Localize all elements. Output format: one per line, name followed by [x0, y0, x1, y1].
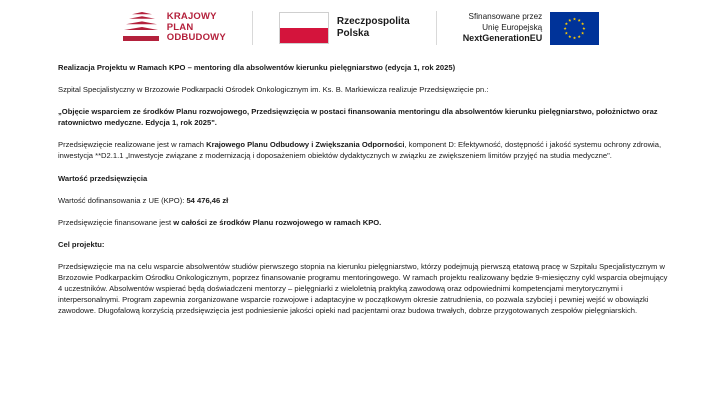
framework-suffix: , komponent D: Efektywność, dostępność i jakość systemu ochrony zdrowia, inwestycja **D2.1.1 „Inwestycje związane z modernizacją i doposażeniem obiektów dydaktycznych w związku ze zwiększeniem limitów przyjęć na studia medyczne".	[58, 140, 662, 161]
eu-funding-text	[463, 12, 543, 43]
financing-paragraph	[58, 217, 673, 228]
poland-flag-red-band	[280, 28, 328, 43]
eu-funding-text-line-1: Sfinansowane przez	[468, 12, 543, 22]
poland-wordmark-line-2: Polska	[336, 28, 370, 39]
logo-divider-1	[252, 11, 253, 45]
framework-prefix: Przedsięwzięcie realizowane jest w ramach	[58, 140, 207, 150]
goal-paragraph: Przedsięwzięcie ma na celu wsparcie absolwentów studiów pierwszego stopnia na kierunku pielęgniarstwo, którzy podejmują pierwszą etatową pracę w Szpitalu Specjalistycznym w Brzozowie Podkarpackim Ośrodku Onkologicznym, poprzez finansowanie programu mentoringowego. W ramach projektu realizowany będzie 9-miesięczny cykl wsparcia obejmujący 4 uczestników. Absolwentów wspierać będą doświadczeni mentorzy – pielęgniarki z wieloletnią praktyką zawodową oraz odpowiednimi kompetencjami merytorycznymi i interpersonalnymi. Program zapewnia zorganizowane wsparcie rozwojowe i adaptacyjne w początkowym okresie zatrudnienia, co pozwala szybciej i pewniej wejść w obowiązki zawodowe. Długofalową korzyścią przedsięwzięcia jest podniesienie jakości opieki nad pacjentami oraz budowa trwałych, dobrze przygotowanych zespołów pielęgniarskich.	[58, 261, 668, 316]
kpo-wordmark-line-1: KRAJOWY	[166, 11, 217, 23]
funding-amount-value: 54 476,46 zł	[186, 195, 229, 205]
kpo-wordmark-line-2: PLAN	[166, 21, 194, 33]
document-body	[0, 52, 720, 316]
project-name-text: „Objęcie wsparciem ze środków Planu rozwojowego, Przedsięwzięcia w postaci finansowania mentoringu dla absolwentów kierunku pielęgniarstwo, położnictwo oraz ratownictwo medyczne. Edycja 1, rok 2025".	[58, 107, 658, 128]
framework-program-name: Krajowego Planu Odbudowy i Zwiększania Odporności	[206, 140, 405, 150]
european-union-funding-logo	[463, 12, 600, 45]
poland-wordmark-line-1: Rzeczpospolita	[336, 16, 410, 27]
poland-wordmark	[337, 16, 410, 40]
document-title: Realizacja Projektu w Ramach KPO – mentoring dla absolwentów kierunku pielęgniarstwo (edycja 1, rok 2025)	[58, 63, 456, 72]
poland-flag-white-band	[280, 13, 328, 28]
funding-label: Wartość dofinansowania z UE (KPO):	[58, 195, 187, 205]
project-name-paragraph	[58, 106, 673, 128]
goal-heading: Cel projektu:	[58, 239, 105, 249]
financing-prefix: Przedsięwzięcie finansowane jest	[58, 217, 174, 227]
intro-paragraph: Szpital Specjalistyczny w Brzozowie Podkarpacki Ośrodek Onkologicznym im. Ks. B. Markiewicza realizuje Przedsięwzięcie pn.:	[58, 85, 489, 95]
logo-divider-2	[436, 11, 437, 45]
financing-bold-text: w całości ze środków Planu rozwojowego w ramach KPO.	[173, 217, 382, 227]
kpo-logo	[121, 11, 226, 45]
funding-logo-bar	[0, 0, 720, 52]
framework-paragraph	[58, 139, 673, 161]
kpo-building-mark	[121, 11, 161, 45]
european-union-flag	[550, 12, 599, 45]
eu-funding-text-line-2: Unię Europejską	[482, 22, 543, 32]
republic-of-poland-logo	[279, 12, 410, 44]
value-heading: Wartość przedsięwzięcia	[58, 173, 148, 183]
poland-flag	[279, 12, 329, 44]
eu-funding-text-line-3: NextGenerationEU	[462, 33, 543, 44]
kpo-wordmark-line-3: ODBUDOWY	[166, 32, 226, 44]
kpo-wordmark	[167, 12, 226, 44]
funding-amount-paragraph	[58, 195, 673, 206]
